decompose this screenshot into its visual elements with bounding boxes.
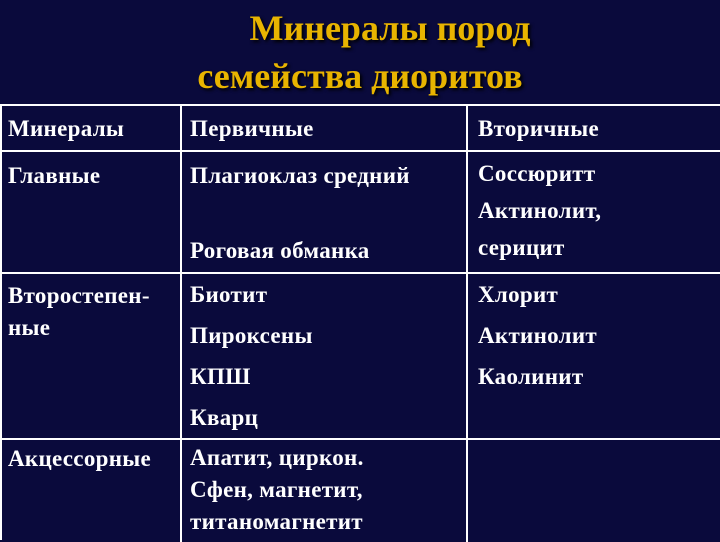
primary-minor <box>182 274 468 438</box>
primary-main-line <box>190 196 466 230</box>
primary-minor-line: Биотит <box>190 282 268 307</box>
primary-accessory-line: Сфен, магнетит, <box>190 477 363 502</box>
table-row-minor <box>2 274 720 440</box>
secondary-main-line: серицит <box>478 235 565 260</box>
secondary-main-line: Соссюритт <box>478 161 596 186</box>
row-label-minor-line: Второстепен- <box>8 283 150 308</box>
header-secondary: Вторичные <box>468 106 720 150</box>
row-label-accessory <box>2 440 182 542</box>
primary-main-line: Плагиоклаз средний <box>190 163 410 188</box>
primary-main <box>182 152 468 272</box>
secondary-minor-line: Каолинит <box>478 364 584 389</box>
header-minerals: Минералы <box>2 106 182 150</box>
primary-minor-line: Кварц <box>190 405 259 430</box>
row-label-accessory-text: Акцессорные <box>8 446 152 471</box>
title-line-1: Минералы пород <box>249 8 531 48</box>
secondary-main-line: Актинолит, <box>478 198 602 223</box>
table-row-accessory <box>2 440 720 542</box>
primary-accessory <box>182 440 468 542</box>
primary-minor-line: Пироксены <box>190 323 313 348</box>
primary-accessory-line: Апатит, циркон. <box>190 445 364 470</box>
secondary-main <box>468 152 720 272</box>
row-label-main <box>2 152 182 272</box>
row-label-minor-line: ные <box>8 315 51 340</box>
primary-minor-line: КПШ <box>190 364 251 389</box>
secondary-minor <box>468 274 720 438</box>
secondary-accessory <box>468 440 720 542</box>
header-primary: Первичные <box>182 106 468 150</box>
secondary-minor-line: Актинолит <box>478 323 598 348</box>
row-label-main-text: Главные <box>8 163 101 188</box>
primary-main-line: Роговая обманка <box>190 238 370 263</box>
title-line-2: семейства диоритов <box>197 56 523 96</box>
secondary-minor-line: Хлорит <box>478 282 559 307</box>
table-header-row <box>2 106 720 152</box>
row-label-minor <box>2 274 182 438</box>
primary-accessory-line: титаномагнетит <box>190 509 363 534</box>
slide-title <box>0 0 720 104</box>
minerals-table <box>0 104 720 540</box>
table-row-main <box>2 152 720 274</box>
